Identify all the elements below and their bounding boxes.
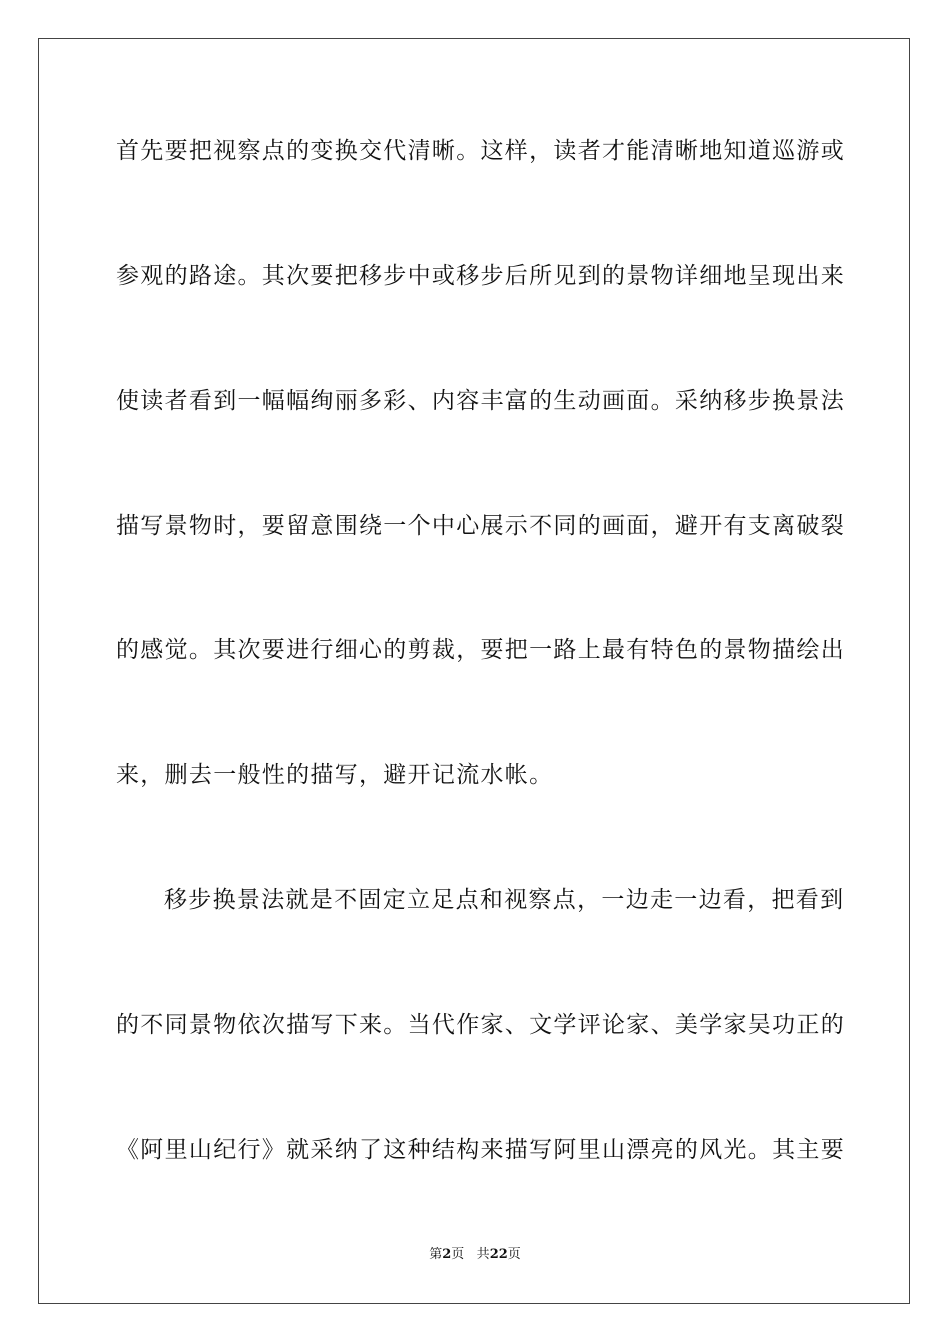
text-line-2: 参观的路途。其次要把移步中或移步后所见到的景物详细地呈现出来	[116, 263, 845, 289]
total-prefix: 共	[476, 1247, 490, 1262]
text-line-1: 首先要把视察点的变换交代清晰。这样，读者才能清晰地知道巡游或	[116, 138, 845, 164]
total-suffix: 页	[507, 1247, 521, 1262]
page-border	[38, 38, 910, 1304]
text-line-9: 《阿里山纪行》就采纳了这种结构来描写阿里山漂亮的风光。其主要	[116, 1137, 845, 1163]
text-line-4: 描写景物时，要留意围绕一个中心展示不同的画面，避开有支离破裂	[116, 513, 845, 539]
text-line-5: 的感觉。其次要进行细心的剪裁，要把一路上最有特色的景物描绘出	[116, 637, 845, 663]
text-line-6: 来，删去一般性的描写，避开记流水帐。	[116, 762, 554, 788]
text-line-3: 使读者看到一幅幅绚丽多彩、内容丰富的生动画面。采纳移步换景法	[116, 388, 845, 414]
text-line-8: 的不同景物依次描写下来。当代作家、文学评论家、美学家吴功正的	[116, 1012, 845, 1038]
text-line-7: 移步换景法就是不固定立足点和视察点，一边走一边看，把看到	[164, 887, 845, 913]
page-footer	[0, 1246, 950, 1264]
page-prefix: 第	[429, 1247, 443, 1262]
page-suffix: 页	[451, 1247, 465, 1262]
page-number: 2	[442, 1247, 452, 1262]
total-pages: 22	[489, 1247, 508, 1262]
